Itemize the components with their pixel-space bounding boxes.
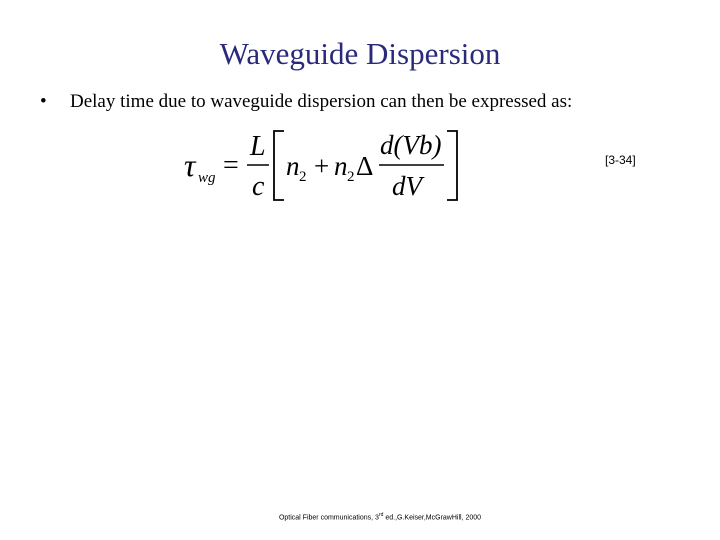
slide-title: Waveguide Dispersion <box>219 36 501 71</box>
bullet-text: Delay time due to waveguide dispersion can then be expressed as: <box>70 91 573 112</box>
formula-n-first-subscript: 2 <box>299 169 307 185</box>
footer-citation-superscript: rd <box>378 512 384 518</box>
formula-tau: τ <box>184 147 196 183</box>
formula-left-bracket <box>274 131 284 200</box>
delay-time-formula <box>170 118 470 210</box>
formula-delta: Δ <box>356 151 374 181</box>
formula-plus: + <box>314 151 330 181</box>
formula-n-second: n <box>334 151 348 181</box>
formula-numerator-l: L <box>250 131 266 162</box>
formula-denominator-c: c <box>252 171 265 202</box>
formula-tau-subscript: wg <box>198 170 216 186</box>
formula-right-bracket <box>447 131 457 200</box>
equation-reference: [3-34] <box>605 153 636 167</box>
footer-citation-suffix: ed.,G.Keiser,McGrawHill, 2000 <box>383 514 482 522</box>
formula-derivative-denominator: dV <box>392 171 422 201</box>
formula-n-second-subscript: 2 <box>347 169 355 185</box>
footer-citation <box>0 512 720 521</box>
formula-equals: = <box>223 150 239 181</box>
formula-derivative-numerator: d(Vb) <box>380 130 442 160</box>
formula-n-first: n <box>286 151 300 181</box>
bullet-dot: • <box>40 91 47 112</box>
footer-citation-prefix: Optical Fiber communications, 3 <box>278 514 379 522</box>
